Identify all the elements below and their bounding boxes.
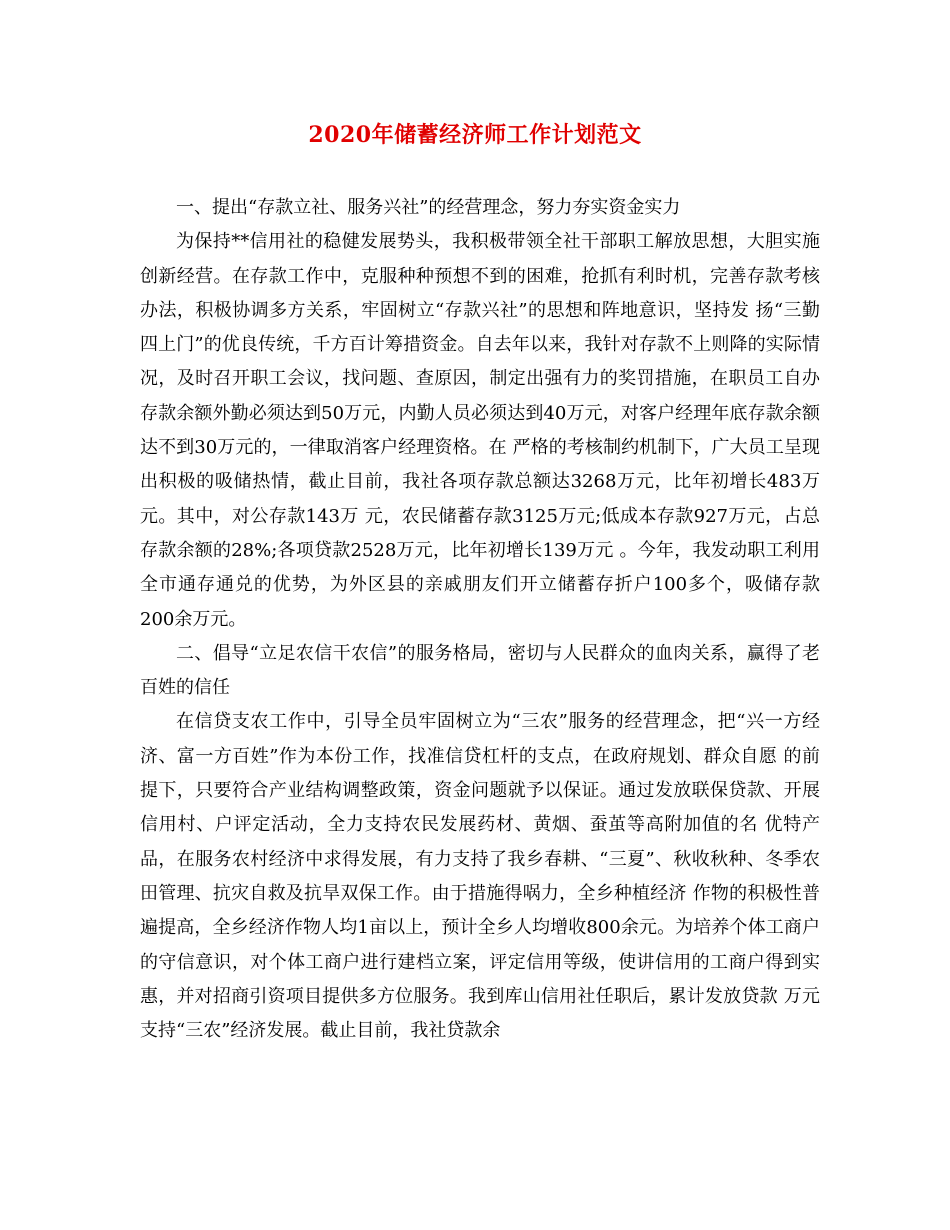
body-paragraph-1: 为保持**信用社的稳健发展势头，我积极带领全社干部职工解放思想，大胆实施 创新经营。在存款工作中，克服种种预想不到的困难，抢抓有利时机，完善存款考核办法，积极协调多方关系，牢固树立“存款兴社”的思想和阵地意识，坚持发 扬“三勤四上门”的优良传统，千方百计筹措资金。自去年以来，我针对存款不上则降的实际情况，及时召开职工会议，找问题、查原因，制定出强有力的奖罚措施，在职员工自办存款余额外勤必须达到50万元，内勤人员必须达到40万元，对客户经理年底存款余额达不到30万元的，一律取消客户经理资格。在 严格的考核制约机制下，广大员工呈现出积极的吸储热情，截止目前，我社各项存款总额达3268万元，比年初增长483万元。其中，对公存款143万 元，农民储蓄存款3125万元;低成本存款927万元，占总存款余额的28%;各项贷款2528万元，比年初增长139万元 。今年，我发动职工利用全市通存通兑的优势，为外区县的亲戚朋友们开立储蓄存折户100多个，吸储存款200余万元。 — [140, 231, 820, 630]
document-body — [140, 191, 820, 1048]
section-heading-2: 二、倡导“立足农信干农信”的服务格局，密切与人民群众的血肉关系，赢得了老百姓的信任 — [140, 642, 820, 699]
section-heading-1: 一、提出“存款立社、服务兴社”的经营理念，努力夯实资金实力 — [176, 197, 681, 218]
body-paragraph-2: 在信贷支农工作中，引导全员牢固树立为“三农”服务的经营理念，把“兴一方经济、富一方百姓”作为本份工作，找准信贷杠杆的支点，在政府规划、群众自愿 的前提下，只要符合产业结构调整政策，资金问题就予以保证。通过发放联保贷款、开展信用村、户评定活动，全力支持农民发展药材、黄烟、蚕茧等高附加值的名 优特产品，在服务农村经济中求得发展，有力支持了我乡春耕、“三夏”、秋收秋种、冬季农田管理、抗灾自救及抗旱双保工作。由于措施得㖞力，全乡种植经济 作物的积极性普遍提高，全乡经济作物人均1亩以上，预计全乡人均增收800余元。为培养个体工商户的守信意识，对个体工商户进行建档立案，评定信用等级，使讲信用的工商户得到实惠，并对招商引资项目提供多方位服务。我到库山信用社任职后，累计发放贷款 万元支持“三农”经济发展。截止目前，我社贷款余 — [140, 711, 820, 1042]
document-title: 2020年储蓄经济师工作计划范文 — [308, 122, 642, 148]
